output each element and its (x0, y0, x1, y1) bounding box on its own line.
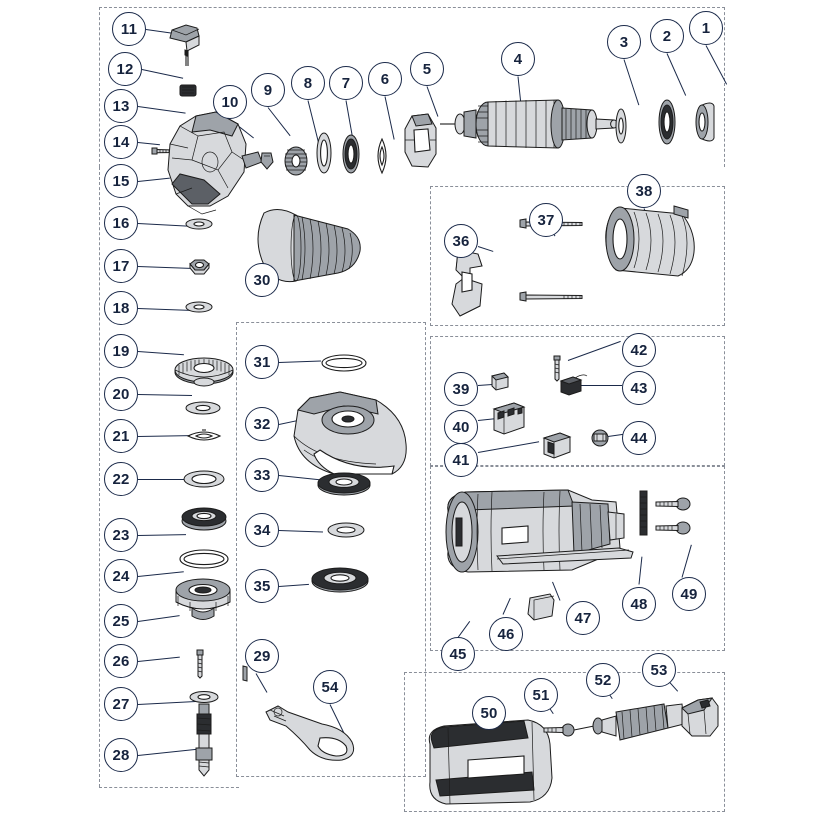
leader-19 (138, 351, 184, 355)
callout-52[interactable]: 52 (586, 663, 620, 697)
group-line-left (99, 167, 100, 787)
part-51-screw (541, 722, 575, 738)
callout-31[interactable]: 31 (245, 345, 279, 379)
part-47-plate (524, 592, 558, 622)
callout-2[interactable]: 2 (650, 19, 684, 53)
part-18-washer (184, 300, 214, 314)
callout-29[interactable]: 29 (245, 639, 279, 673)
part-20-washer (184, 400, 222, 416)
callout-47[interactable]: 47 (566, 601, 600, 635)
callout-18[interactable]: 18 (104, 291, 138, 325)
leader-18 (138, 308, 190, 311)
callout-7[interactable]: 7 (329, 66, 363, 100)
part-39-terminal (488, 371, 512, 393)
part-32-guard (280, 388, 420, 480)
part-44-brush-cap (590, 428, 612, 448)
callout-5[interactable]: 5 (410, 52, 444, 86)
callout-24[interactable]: 24 (104, 559, 138, 593)
callout-14[interactable]: 14 (104, 125, 138, 159)
callout-41[interactable]: 41 (444, 443, 478, 477)
part-54-spanner (264, 702, 368, 762)
part-36-clip (448, 248, 488, 320)
callout-11[interactable]: 11 (112, 12, 146, 46)
callout-34[interactable]: 34 (245, 513, 279, 547)
part-41-brush-holder (540, 430, 574, 462)
leader-26 (138, 657, 180, 662)
part-5-baffle (402, 112, 440, 170)
part-8-ring (314, 131, 334, 175)
part-3-washer (613, 107, 629, 145)
callout-17[interactable]: 17 (104, 249, 138, 283)
part-49-screw-a (652, 497, 692, 511)
callout-6[interactable]: 6 (368, 62, 402, 96)
callout-25[interactable]: 25 (104, 604, 138, 638)
callout-33[interactable]: 33 (245, 458, 279, 492)
callout-48[interactable]: 48 (622, 587, 656, 621)
callout-36[interactable]: 36 (444, 224, 478, 258)
callout-21[interactable]: 21 (104, 419, 138, 453)
group-line-bottom-left (99, 787, 239, 788)
part-35-bearing (310, 566, 370, 594)
callout-23[interactable]: 23 (104, 518, 138, 552)
callout-38[interactable]: 38 (627, 174, 661, 208)
part-46-rail (495, 546, 635, 566)
part-31-oring (320, 353, 368, 373)
part-43-carbon-brush (557, 371, 589, 399)
callout-39[interactable]: 39 (444, 372, 478, 406)
callout-42[interactable]: 42 (622, 333, 656, 367)
callout-51[interactable]: 51 (524, 678, 558, 712)
part-48-contact (634, 489, 652, 541)
callout-9[interactable]: 9 (251, 73, 285, 107)
callout-44[interactable]: 44 (622, 421, 656, 455)
part-19-bevel-gear (173, 356, 235, 390)
callout-28[interactable]: 28 (104, 738, 138, 772)
part-16-washer (184, 217, 214, 231)
callout-8[interactable]: 8 (291, 66, 325, 100)
part-40-switch (488, 399, 530, 439)
part-6-circlip (373, 137, 391, 175)
callout-12[interactable]: 12 (108, 52, 142, 86)
part-2-bearing (655, 98, 679, 146)
part-38-stator (600, 204, 702, 282)
leader-17 (138, 266, 190, 269)
callout-13[interactable]: 13 (104, 89, 138, 123)
callout-45[interactable]: 45 (441, 637, 475, 671)
callout-50[interactable]: 50 (472, 696, 506, 730)
callout-20[interactable]: 20 (104, 377, 138, 411)
callout-26[interactable]: 26 (104, 644, 138, 678)
group-line-top-gearhead (236, 322, 426, 323)
part-10-cap (258, 150, 276, 172)
leader-24 (138, 571, 184, 577)
part-17-nut (184, 259, 214, 275)
callout-53[interactable]: 53 (642, 653, 676, 687)
part-37-long-screw-b (518, 290, 588, 304)
part-28-spindle (190, 704, 218, 782)
part-26-screw (194, 650, 206, 678)
part-23-bearing (180, 505, 228, 533)
part-21-circlip (184, 428, 224, 444)
part-53-plug (678, 694, 722, 742)
callout-54[interactable]: 54 (313, 670, 347, 704)
part-7-bearing (340, 133, 362, 175)
part-49-screw-b (652, 521, 692, 535)
part-25-flange (170, 578, 236, 620)
part-9-pinion (281, 142, 311, 180)
part-34-washer (326, 521, 366, 539)
callout-46[interactable]: 46 (489, 617, 523, 651)
part-24-oring (178, 548, 230, 570)
part-45-motor-housing (432, 484, 632, 604)
leader-21 (138, 435, 190, 437)
callout-1[interactable]: 1 (689, 11, 723, 45)
callout-27[interactable]: 27 (104, 687, 138, 721)
callout-4[interactable]: 4 (501, 42, 535, 76)
part-1-cap (694, 100, 720, 144)
part-12-spring (178, 82, 198, 100)
leader-20 (138, 394, 192, 396)
callout-3[interactable]: 3 (607, 25, 641, 59)
callout-35[interactable]: 35 (245, 569, 279, 603)
part-27-washer (188, 690, 220, 704)
callout-15[interactable]: 15 (104, 164, 138, 198)
part-22-ring (182, 469, 226, 489)
callout-32[interactable]: 32 (245, 407, 279, 441)
callout-37[interactable]: 37 (529, 203, 563, 237)
part-11-stem (182, 50, 192, 66)
leader-23 (138, 534, 186, 536)
callout-16[interactable]: 16 (104, 206, 138, 240)
callout-49[interactable]: 49 (672, 577, 706, 611)
callout-40[interactable]: 40 (444, 410, 478, 444)
callout-30[interactable]: 30 (245, 263, 279, 297)
callout-43[interactable]: 43 (622, 371, 656, 405)
part-4-armature (440, 88, 620, 160)
callout-19[interactable]: 19 (104, 334, 138, 368)
part-52-strain-relief (572, 698, 688, 758)
part-33-bearing (316, 471, 372, 497)
callout-10[interactable]: 10 (213, 85, 247, 119)
callout-22[interactable]: 22 (104, 462, 138, 496)
